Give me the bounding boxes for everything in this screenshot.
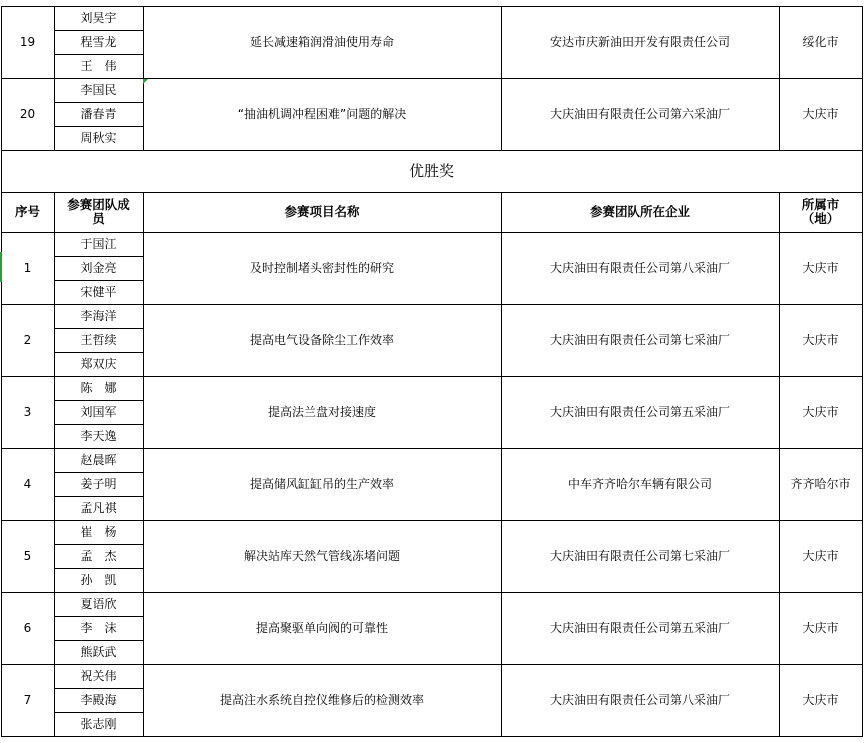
grid-line	[779, 192, 780, 233]
row-number[interactable]: 2	[23, 333, 32, 347]
grid-line	[862, 192, 863, 233]
grid-line	[501, 232, 502, 305]
member-name[interactable]: 郑双庆	[80, 357, 117, 371]
grid-line	[143, 592, 144, 665]
member-name[interactable]: 张志刚	[80, 717, 117, 731]
grid-line	[143, 6, 144, 79]
grid-line	[54, 376, 55, 449]
row-number[interactable]: 20	[19, 107, 36, 121]
grid-line	[1, 150, 2, 192]
grid-line	[779, 448, 780, 521]
member-divider	[54, 400, 144, 401]
grid-line	[779, 664, 780, 737]
grid-line	[54, 304, 55, 377]
grid-line	[143, 448, 144, 521]
row-number[interactable]: 4	[23, 477, 32, 491]
member-name[interactable]: 王哲续	[80, 333, 117, 347]
grid-line	[143, 192, 144, 233]
member-name[interactable]: 孙 凯	[80, 573, 117, 587]
project-name[interactable]: 解决站库天然气管线冻堵问题	[243, 549, 400, 563]
grid-line	[1, 520, 2, 593]
grid-line	[862, 304, 863, 377]
grid-line	[779, 232, 780, 305]
grid-line	[501, 192, 502, 233]
member-name[interactable]: 潘春青	[80, 107, 117, 121]
company-name[interactable]: 大庆油田有限责任公司第五采油厂	[549, 405, 730, 419]
member-name[interactable]: 祝关伟	[80, 669, 117, 683]
project-name[interactable]: “抽油机调冲程困难”问题的解决	[237, 107, 407, 121]
row-number[interactable]: 19	[19, 35, 36, 49]
member-name[interactable]: 孟 杰	[80, 549, 117, 563]
member-name[interactable]: 刘国军	[80, 405, 117, 419]
grid-line	[143, 520, 144, 593]
member-name[interactable]: 孟凡祺	[80, 501, 117, 515]
city-name[interactable]: 绥化市	[802, 35, 839, 49]
member-divider	[54, 544, 144, 545]
grid-line	[862, 520, 863, 593]
grid-line	[1, 6, 2, 79]
member-name[interactable]: 程雪龙	[80, 35, 117, 49]
member-name[interactable]: 刘金亮	[80, 261, 117, 275]
cell-indicator-icon	[143, 79, 148, 84]
member-name[interactable]: 姜子明	[80, 477, 117, 491]
member-name[interactable]: 李海洋	[80, 309, 117, 323]
member-divider	[54, 712, 144, 713]
project-name[interactable]: 提高注水系统自控仪维修后的检测效率	[219, 693, 424, 707]
grid-line	[54, 192, 55, 233]
grid-line	[54, 664, 55, 737]
company-name[interactable]: 大庆油田有限责任公司第七采油厂	[549, 333, 730, 347]
project-name[interactable]: 提高聚驱单向阀的可靠性	[255, 621, 388, 635]
company-name[interactable]: 安达市庆新油田开发有限责任公司	[549, 35, 730, 49]
grid-line	[143, 78, 144, 151]
grid-line	[1, 192, 2, 233]
member-name[interactable]: 刘昊宇	[80, 11, 117, 25]
grid-line	[54, 592, 55, 665]
grid-line	[501, 376, 502, 449]
member-name[interactable]: 周秋实	[80, 131, 117, 145]
selection-edge	[0, 252, 2, 282]
row-number[interactable]: 5	[23, 549, 32, 563]
grid-line	[779, 78, 780, 151]
row-number[interactable]: 1	[23, 261, 32, 275]
member-divider	[54, 616, 144, 617]
member-divider	[54, 568, 144, 569]
grid-line	[779, 6, 780, 79]
city-name[interactable]: 大庆市	[802, 333, 839, 347]
member-name[interactable]: 陈 娜	[80, 381, 117, 395]
member-divider	[54, 102, 144, 103]
city-name[interactable]: 大庆市	[802, 261, 839, 275]
grid-line	[501, 6, 502, 79]
row-number[interactable]: 7	[23, 693, 32, 707]
member-divider	[54, 54, 144, 55]
grid-line	[1, 448, 2, 521]
member-name[interactable]: 夏语欣	[80, 597, 117, 611]
member-name[interactable]: 李 沫	[80, 621, 117, 635]
member-divider	[54, 640, 144, 641]
grid-line	[779, 376, 780, 449]
grid-line	[501, 520, 502, 593]
company-name[interactable]: 大庆油田有限责任公司第八采油厂	[549, 693, 730, 707]
grid-line	[143, 376, 144, 449]
grid-line	[862, 448, 863, 521]
grid-line	[862, 150, 863, 192]
grid-line	[862, 232, 863, 305]
grid-line	[54, 232, 55, 305]
project-name[interactable]: 提高电气设备除尘工作效率	[249, 333, 394, 347]
company-name[interactable]: 大庆油田有限责任公司第七采油厂	[549, 549, 730, 563]
city-name[interactable]: 大庆市	[802, 549, 839, 563]
member-name[interactable]: 王 伟	[80, 59, 117, 73]
project-name[interactable]: 延长减速箱润滑油使用寿命	[249, 35, 394, 49]
member-name[interactable]: 赵晨晖	[80, 453, 117, 467]
grid-line	[1, 376, 2, 449]
header-no: 序号	[14, 204, 40, 219]
project-name[interactable]: 提高法兰盘对接速度	[267, 405, 376, 419]
company-name[interactable]: 大庆油田有限责任公司第六采油厂	[549, 107, 730, 121]
member-name[interactable]: 李天逸	[80, 429, 117, 443]
grid-line	[862, 6, 863, 79]
member-name[interactable]: 熊跃武	[80, 645, 117, 659]
row-number[interactable]: 6	[23, 621, 32, 635]
header-city: 所属市（地）	[801, 197, 840, 226]
grid-line	[501, 448, 502, 521]
grid-line	[862, 664, 863, 737]
row-border	[1, 736, 863, 737]
grid-line	[779, 520, 780, 593]
member-divider	[54, 472, 144, 473]
project-name[interactable]: 及时控制堵头密封性的研究	[249, 261, 394, 275]
grid-line	[54, 520, 55, 593]
member-divider	[54, 30, 144, 31]
grid-line	[54, 6, 55, 79]
grid-line	[779, 592, 780, 665]
grid-line	[501, 78, 502, 151]
grid-line	[143, 304, 144, 377]
member-divider	[54, 424, 144, 425]
grid-line	[501, 592, 502, 665]
grid-line	[862, 376, 863, 449]
grid-line	[1, 592, 2, 665]
grid-line	[501, 664, 502, 737]
header-company: 参赛团队所在企业	[589, 204, 690, 219]
company-name[interactable]: 大庆油田有限责任公司第五采油厂	[549, 621, 730, 635]
city-name[interactable]: 大庆市	[802, 621, 839, 635]
company-name[interactable]: 大庆油田有限责任公司第八采油厂	[549, 261, 730, 275]
grid-line	[501, 304, 502, 377]
city-name[interactable]: 大庆市	[802, 693, 839, 707]
row-number[interactable]: 3	[23, 405, 32, 419]
city-name[interactable]: 大庆市	[802, 107, 839, 121]
member-divider	[54, 328, 144, 329]
header-members: 参赛团队成员	[67, 197, 130, 226]
grid-line	[143, 232, 144, 305]
grid-line	[54, 448, 55, 521]
header-project: 参赛项目名称	[284, 204, 360, 219]
company-name[interactable]: 中车齐齐哈尔车辆有限公司	[567, 477, 712, 491]
member-divider	[54, 256, 144, 257]
member-divider	[54, 126, 144, 127]
member-name[interactable]: 崔 杨	[80, 525, 117, 539]
section-title[interactable]: 优胜奖	[408, 162, 454, 180]
city-name[interactable]: 大庆市	[802, 405, 839, 419]
project-name[interactable]: 提高储风缸缸吊的生产效率	[249, 477, 394, 491]
member-name[interactable]: 李殿海	[80, 693, 117, 707]
grid-line	[1, 664, 2, 737]
member-divider	[54, 280, 144, 281]
grid-line	[143, 664, 144, 737]
grid-line	[54, 78, 55, 151]
member-name[interactable]: 宋健平	[80, 285, 117, 299]
member-name[interactable]: 于国江	[80, 237, 117, 251]
grid-line	[1, 78, 2, 151]
member-divider	[54, 352, 144, 353]
grid-line	[1, 304, 2, 377]
grid-line	[779, 304, 780, 377]
member-name[interactable]: 李国民	[80, 83, 117, 97]
city-name[interactable]: 齐齐哈尔市	[790, 477, 851, 491]
member-divider	[54, 688, 144, 689]
grid-line	[862, 592, 863, 665]
grid-line	[862, 78, 863, 151]
member-divider	[54, 496, 144, 497]
